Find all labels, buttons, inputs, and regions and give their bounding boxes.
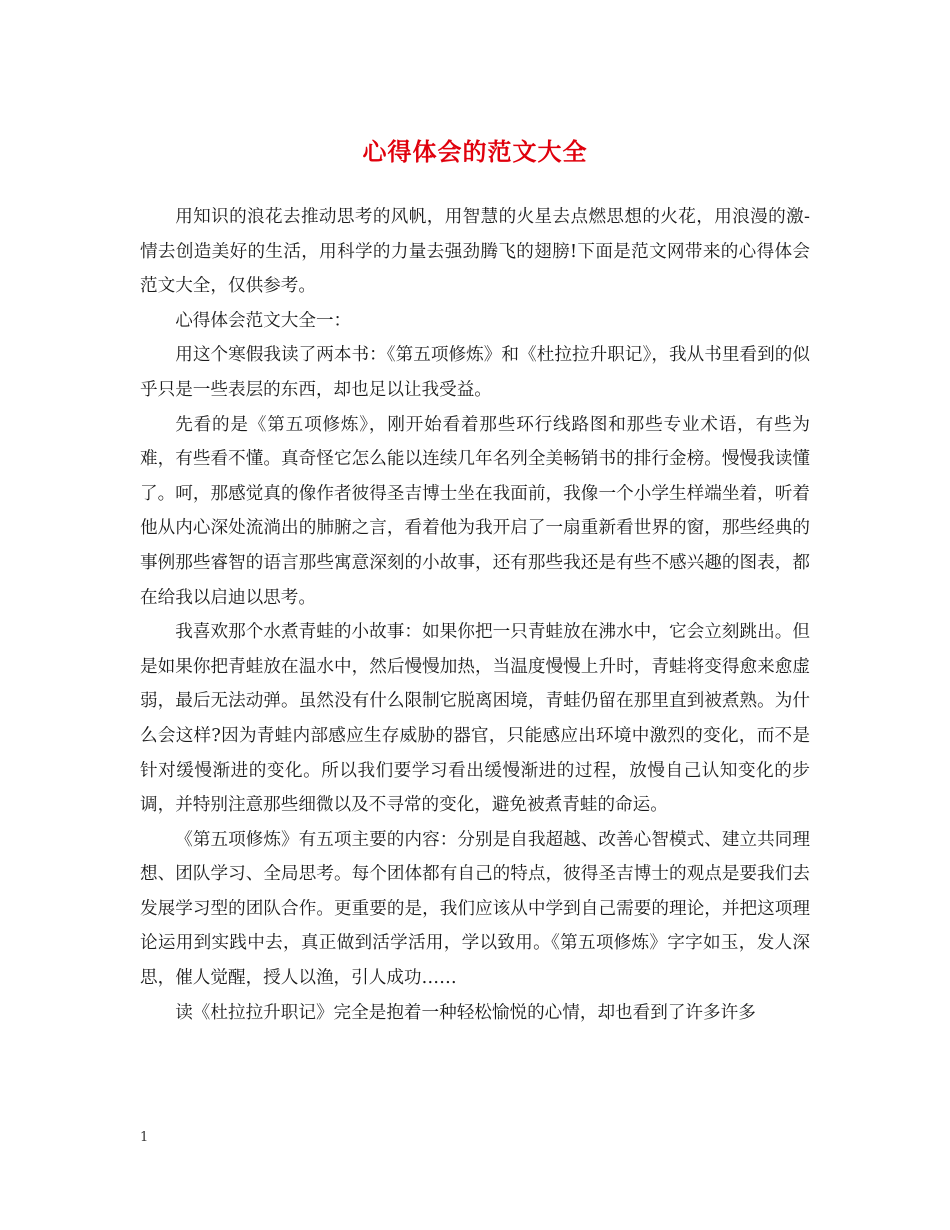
- paragraph-intro: 用知识的浪花去推动思考的风帆，用智慧的火星去点燃思想的火花，用浪漫的激-情去创造美好的生活，用科学的力量去强劲腾飞的翅膀!下面是范文网带来的心得体会范文大全，仅供参考。: [140, 207, 810, 297]
- page-number: 1: [140, 1130, 149, 1145]
- paragraph: 读《杜拉拉升职记》完全是抱着一种轻松愉悦的心情，却也看到了许多许多: [175, 1002, 756, 1023]
- paragraph: 用这个寒假我读了两本书：《第五项修炼》和《杜拉拉升职记》，我从书里看到的似乎只是一些表层的东西，却也足以让我受益。: [140, 345, 810, 400]
- paragraph: 先看的是《第五项修炼》，刚开始看着那些环行线路图和那些专业术语，有些为难，有些看不懂。真奇怪它怎么能以连续几年名列全美畅销书的排行金榜。慢慢我读懂了。呵，那感觉真的像作者彼得圣吉博士坐在我面前，我像一个小学生样端坐着，听着他从内心深处流淌出的肺腑之言，看着他为我开启了一扇重新看世界的窗，那些经典的事例那些睿智的语言那些寓意深刻的小故事，还有那些我还是有些不感兴趣的图表，都在给我以启迪以思考。: [140, 414, 810, 608]
- paragraph: 我喜欢那个水煮青蛙的小故事：如果你把一只青蛙放在沸水中，它会立刻跳出。但是如果你把青蛙放在温水中，然后慢慢加热，当温度慢慢上升时，青蛙将变得愈来愈虚弱，最后无法动弹。虽然没有什么限制它脱离困境，青蛙仍留在那里直到被煮熟。为什么会这样?因为青蛙内部感应生存威胁的器官，只能感应出环境中激烈的变化，而不是针对缓慢渐进的变化。所以我们要学习看出缓慢渐进的过程，放慢自己认知变化的步调，并特别注意那些细微以及不寻常的变化，避免被煮青蛙的命运。: [140, 622, 810, 816]
- paragraph: 《第五项修炼》有五项主要的内容：分别是自我超越、改善心智模式、建立共同理想、团队学习、全局思考。每个团体都有自己的特点，彼得圣吉博士的观点是要我们去发展学习型的团队合作。更重要的是，我们应该从中学到自己需要的理论，并把这项理论运用到实践中去，真正做到活学活用，学以致用。《第五项修炼》字字如玉，发人深思，催人觉醒，授人以渔，引人成功……: [140, 829, 810, 989]
- document-body: [140, 200, 810, 1030]
- paragraph-section-heading: 心得体会范文大全一：: [175, 310, 352, 331]
- document-title: 心得体会的范文大全: [362, 137, 588, 166]
